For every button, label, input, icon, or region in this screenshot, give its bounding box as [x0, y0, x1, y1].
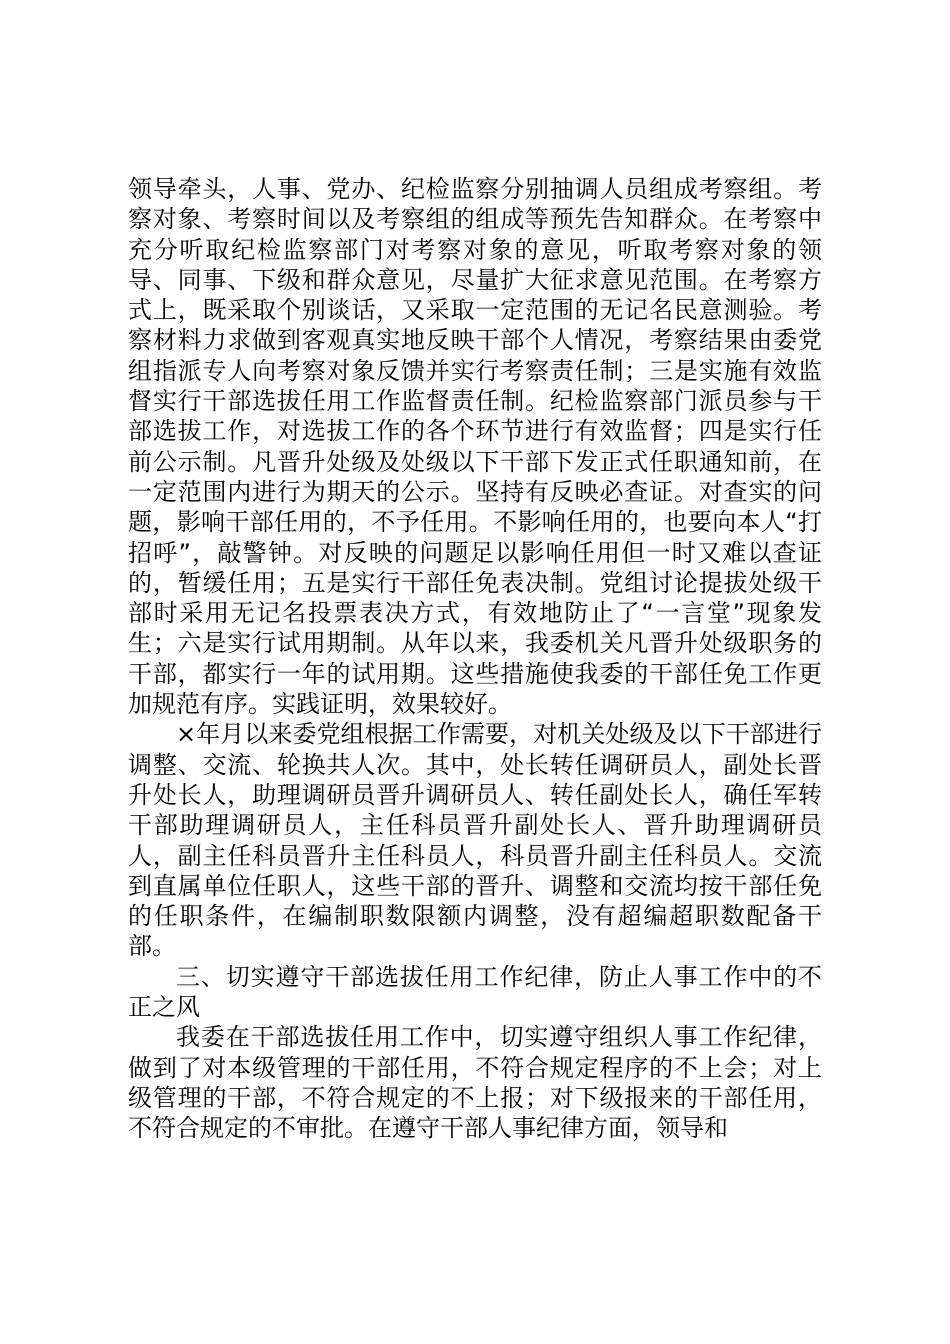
section-heading: 三、切实遵守干部选拔任用工作纪律，防止人事工作中的不正之风 [128, 962, 822, 1022]
paragraph-adjustment: ×年月以来委党组根据工作需要，对机关处级及以下干部进行调整、交流、轮换共人次。其中，处长转任调研员人，副处长晋升处长人，助理调研员晋升调研员人、转任副处长人，确任军转干部助理调研员人，主任科员晋升副处长人、晋升助理调研员人，副主任科员晋升主任科员人，科员晋升副主任科员人。交流到直属单位任职人，这些干部的晋升、调整和交流均按干部任免的任职条件，在编制职数限额内调整，没有超编超职数配备干部。 [128, 720, 822, 961]
paragraph-continued: 领导牵头，人事、党办、纪检监察分别抽调人员组成考察组。考察对象、考察时间以及考察组的组成等预先告知群众。在考察中充分听取纪检监察部门对考察对象的意见，听取考察对象的领导、同事、下级和群众意见，尽量扩大征求意见范围。在考察方式上，既采取个别谈话，又采取一定范围的无记名民意测验。考察材料力求做到客观真实地反映干部个人情况，考察结果由委党组指派专人向考察对象反馈并实行考察责任制；三是实施有效监督实行干部选拔任用工作监督责任制。纪检监察部门派员参与干部选拔工作，对选拔工作的各个环节进行有效监督；四是实行任前公示制。凡晋升处级及处级以下干部下发正式任职通知前，在一定范围内进行为期天的公示。坚持有反映必查证。对查实的问题，影响干部任用的，不予任用。不影响任用的，也要向本人“打招呼”，敲警钟。对反映的问题足以影响任用但一时又难以查证的，暂缓任用；五是实行干部任免表决制。党组讨论提拔处级干部时采用无记名投票表决方式，有效地防止了“一言堂”现象发生；六是实行试用期制。从年以来，我委机关凡晋升处级职务的干部，都实行一年的试用期。这些措施使我委的干部任免工作更加规范有序。实践证明，效果较好。 [128, 175, 822, 719]
paragraph-discipline: 我委在干部选拔任用工作中，切实遵守组织人事工作纪律，做到了对本级管理的干部任用，不符合规定程序的不上会；对上级管理的干部，不符合规定的不上报；对下级报来的干部任用，不符合规定的不审批。在遵守干部人事纪律方面，领导和 [128, 1023, 822, 1143]
body-text [128, 174, 822, 1144]
